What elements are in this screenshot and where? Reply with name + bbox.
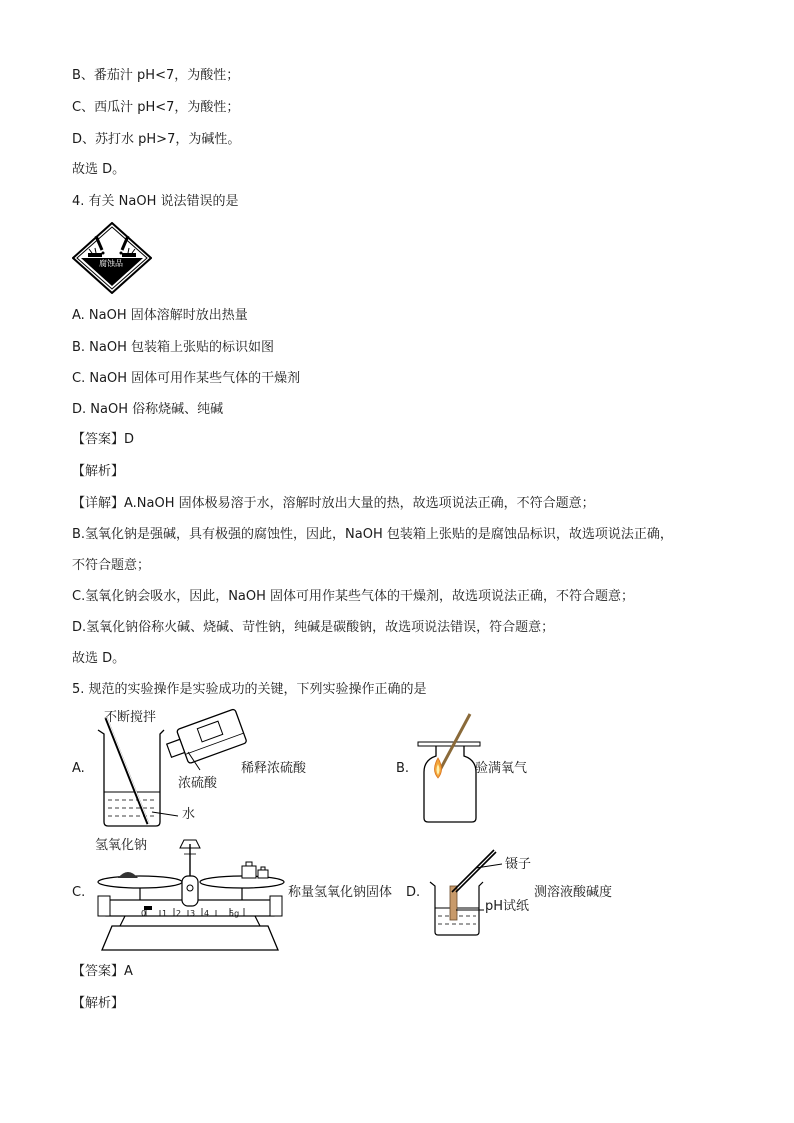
q3-option-b: B、番茄汁 pH<7，为酸性； (72, 68, 240, 83)
scale-tick-5g: 5g (229, 909, 240, 918)
q5-d-paper-label: pH试纸 (485, 899, 530, 914)
q5-d-caption: 测溶液酸碱度 (534, 885, 613, 900)
q5-a-acid-label: 浓硫酸 (178, 776, 218, 791)
q5-b-letter: B. (396, 761, 410, 776)
q5-answer: 【答案】A (72, 964, 133, 979)
q4-choose: 故选 D。 (72, 651, 126, 666)
q5-a-stir-label: 不断搅拌 (104, 710, 157, 725)
scale-tick-0: 0 (141, 909, 147, 918)
q4-answer: 【答案】D (72, 432, 135, 447)
ph-test-figure (426, 846, 506, 938)
q5-d-letter: D. (406, 885, 421, 900)
q4-analysis-title: 【解析】 (72, 464, 125, 479)
q5-analysis-title: 【解析】 (72, 996, 125, 1011)
q4-option-c: C. NaOH 固体可用作某些气体的干燥剂 (72, 371, 301, 386)
scale-tick-3: 3 (190, 909, 196, 918)
corrosive-sign-label: 腐蚀品 (99, 259, 123, 268)
balance-scale-ticks (141, 909, 251, 919)
q5-c-letter: C. (72, 885, 86, 900)
q5-b-caption: 验满氧气 (475, 761, 528, 776)
q3-choose: 故选 D。 (72, 162, 126, 177)
q4-detail-a: 【详解】A.NaOH 固体极易溶于水，溶解时放出大量的热，故选项说法正确，不符合题意； (72, 496, 595, 511)
q4-detail-d: D.氢氧化钠俗称火碱、烧碱、苛性钠，纯碱是碳酸钠，故选项说法错误，符合题意； (72, 620, 555, 635)
ph-paper-pointer (456, 902, 486, 908)
q5-c-caption: 称量氢氧化钠固体 (288, 885, 393, 900)
q4-option-b: B. NaOH 包装箱上张贴的标识如图 (72, 340, 275, 355)
q4-detail-c: C.氢氧化钠会吸水，因此，NaOH 固体可用作某些气体的干燥剂，故选项说法正确，不符合题意； (72, 589, 635, 604)
q4-option-a: A. NaOH 固体溶解时放出热量 (72, 308, 248, 323)
oxygen-bottle-figure (414, 712, 484, 826)
corrosive-sign (72, 222, 152, 294)
q4-option-d: D. NaOH 俗称烧碱、纯碱 (72, 402, 224, 417)
q3-option-c: C、西瓜汁 pH<7，为酸性； (72, 100, 240, 115)
q4-detail-b-cont: 不符合题意； (72, 558, 151, 573)
q5-stem: 5. 规范的实验操作是实验成功的关键，下列实验操作正确的是 (72, 682, 427, 697)
q3-option-d: D、苏打水 pH>7，为碱性。 (72, 132, 241, 147)
scale-tick-2: 2 (176, 909, 182, 918)
q5-c-naoh-label: 氢氧化钠 (95, 838, 148, 853)
scale-tick-1: 1 (162, 909, 168, 918)
q4-detail-b: B.氢氧化钠是强碱，具有极强的腐蚀性，因此，NaOH 包装箱上张贴的是腐蚀品标识，故选项说法正确， (72, 527, 673, 542)
q4-stem: 4. 有关 NaOH 说法错误的是 (72, 194, 239, 209)
q5-a-caption: 稀释浓硫酸 (241, 761, 307, 776)
q5-d-tweezers-label: 镊子 (505, 857, 532, 872)
q5-a-water-label: 水 (182, 807, 196, 822)
q5-a-letter: A. (72, 761, 85, 776)
scale-tick-4: 4 (204, 909, 210, 918)
